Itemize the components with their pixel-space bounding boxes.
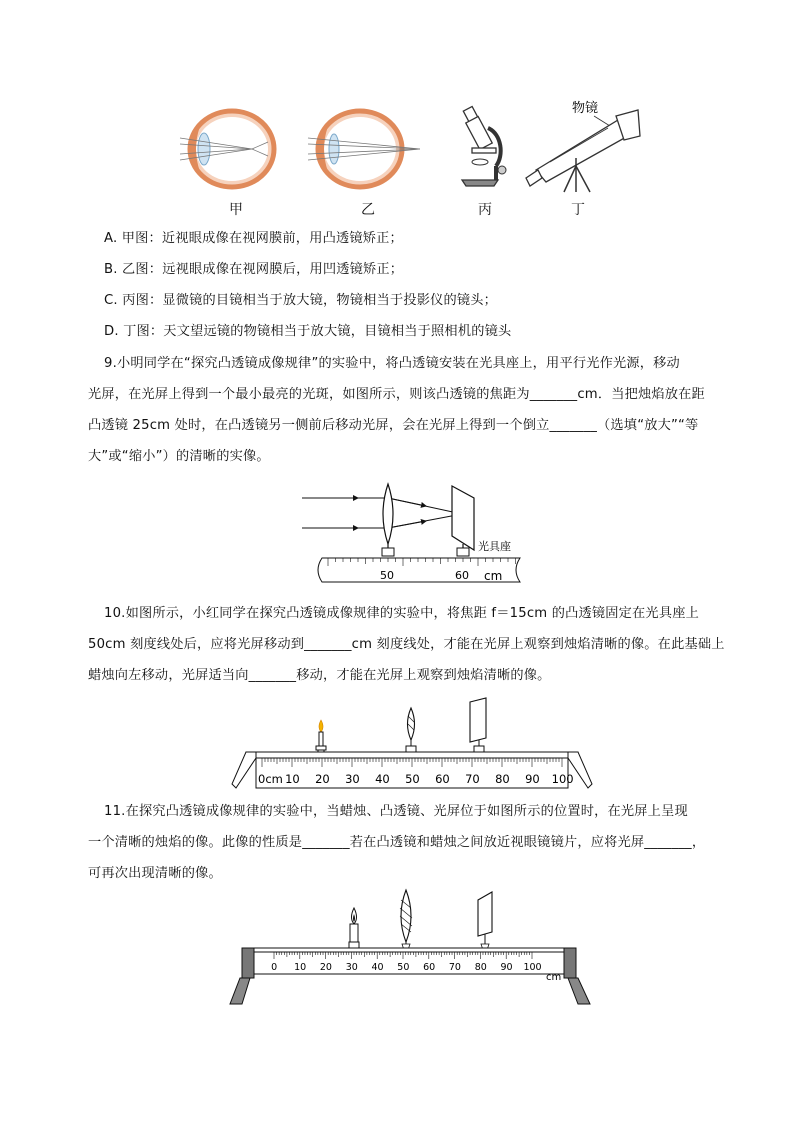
q10-ruler-label: 40 [375,772,390,786]
option-a: A. 甲图：近视眼成像在视网膜前，用凸透镜矫正； [104,231,403,246]
q11-ruler-label: 80 [474,962,487,973]
q9-unit: cm [484,569,503,583]
q10-line-2: 50cm 刻度线处后，应将光屏移动到_______cm 刻度线处，才能在光屏上观察到烛焰清晰的像。在此基础上 [88,637,725,652]
fig8-label-bing: 丙 [478,202,492,218]
q11-line-3: 可再次出现清晰的像。 [88,866,222,881]
q11-ruler-label: 20 [319,962,332,973]
q9-tick-50: 50 [380,569,394,582]
q11-line-1: 11.在探究凸透镜成像规律的实验中，当蜡烛、凸透镜、光屏位于如图所示的位置时，在光屏上呈现 [104,804,688,819]
fig8-label-ding: 丁 [571,202,585,218]
q10-figure [232,694,592,794]
q10-ruler-label: 20 [315,772,330,786]
fig8-microscope [458,104,518,190]
q11-ruler-label: 70 [448,962,461,973]
q10-ruler-label: 50 [405,772,420,786]
q11-unit: cm [546,972,562,983]
q9-bench-label: 光具座 [478,540,511,553]
fig8-label-yi: 乙 [361,202,375,218]
fig8-label-jia: 甲 [229,202,243,218]
option-d: D. 丁图：天文望远镜的物镜相当于放大镜，目镜相当于照相机的镜头 [104,324,512,339]
q11-ruler-label: 30 [345,962,358,973]
q11-ruler-label: 90 [500,962,513,973]
objective-label: 物镜 [572,101,599,116]
q10-line-3: 蜡烛向左移动，光屏适当向_______移动，才能在光屏上观察到烛焰清晰的像。 [88,668,551,683]
fig8-eye-jia [180,104,290,194]
q9-line-4: 大”或“缩小”）的清晰的实像。 [88,449,270,464]
q10-ruler-label: 80 [495,772,510,786]
q10-ruler-label: 70 [465,772,480,786]
q10-ruler-label: 30 [345,772,360,786]
q10-ruler-label: 100 [551,772,574,786]
q10-line-1: 10.如图所示，小红同学在探究凸透镜成像规律的实验中，将焦距 f＝15cm 的凸透镜固定在光具座上 [104,606,699,621]
q11-figure [230,886,590,1006]
fig8-eye-yi [308,104,428,194]
q11-ruler-label: 60 [423,962,436,973]
q11-ruler-label: 10 [294,962,307,973]
q11-ruler-label: 0 [271,962,278,973]
option-b: B. 乙图：远视眼成像在视网膜后，用凹透镜矫正； [104,262,404,277]
q9-line-3: 凸透镜 25cm 处时，在凸透镜另一侧前后移动光屏，会在光屏上得到一个倒立_______（选填“放大”“等 [88,418,699,433]
q10-ruler-label: 60 [435,772,450,786]
q11-line-2: 一个清晰的烛焰的像。此像的性质是_______若在凸透镜和蜡烛之间放近视眼镜镜片，应将光屏_______， [88,835,706,850]
q9-figure [298,478,528,588]
q11-ruler-label: 100 [523,962,542,973]
q10-ruler-label: 10 [285,772,300,786]
option-c: C. 丙图：显微镜的目镜相当于放大镜，物镜相当于投影仪的镜头； [104,293,498,308]
q9-line-2: 光屏，在光屏上得到一个最小最亮的光斑，如图所示，则该凸透镜的焦距为_______cm．当把烛焰放在距 [88,387,705,402]
fig8-telescope [520,96,650,196]
q11-ruler-label: 50 [397,962,410,973]
q10-ruler-label: 0cm [258,772,283,786]
q9-line-1: 9.小明同学在“探究凸透镜成像规律”的实验中，将凸透镜安装在光具座上，用平行光作光源，移动 [104,356,680,371]
q11-ruler-label: 40 [371,962,384,973]
q9-tick-60: 60 [455,569,469,582]
q10-ruler-label: 90 [525,772,540,786]
